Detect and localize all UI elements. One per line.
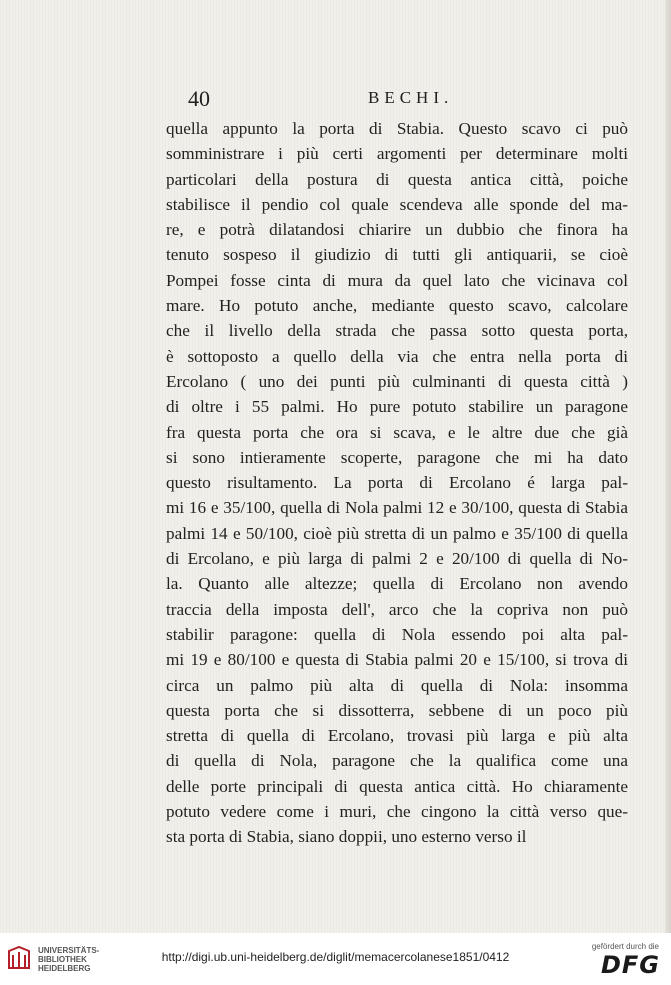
- library-name-line: HEIDELBERG: [38, 964, 91, 973]
- text-line: la. Quanto alle altezze; quella di Ercolano non avendo: [166, 574, 628, 594]
- text-line: si sono intieramente scoperte, paragone che mi ha dato: [166, 447, 628, 467]
- text-line: questo risultamento. La porta di Ercolano é larga pal-: [166, 473, 628, 493]
- text-line: fra questa porta che ora si scava, e le altre due che già: [166, 422, 628, 442]
- text-line: delle porte principali di questa antica città. Ho chiaramente: [166, 776, 628, 796]
- text-line: circa un palmo più alta di quella di Nola: insomma: [166, 675, 628, 695]
- text-line: quella appunto la porta di Stabia. Questo scavo ci può: [166, 119, 628, 138]
- page-edge: [665, 0, 671, 933]
- running-head: [0, 86, 671, 114]
- text-line: di oltre i 55 palmi. Ho pure potuto stabilire un paragone: [166, 397, 628, 417]
- library-name-line: UNIVERSITÄTS-: [38, 946, 100, 955]
- funder-label: gefördert durch die: [591, 942, 659, 951]
- text-line: mi 19 e 80/100 e questa di Stabia palmi 20 e 15/100, si trova di: [166, 650, 628, 670]
- permalink-url[interactable]: http://digi.ub.uni-heidelberg.de/diglit/memacercolanese1851/0412: [161, 950, 510, 964]
- text-line: questa porta che si dissotterra, sebbene di un poco più: [166, 700, 628, 720]
- text-line: tenuto sospeso il giudizio di tutti gli antiquarii, se cioè: [166, 245, 628, 265]
- text-line: stretta di quella di Ercolano, trovasi più larga e più alta: [166, 726, 628, 746]
- page-number: 40: [188, 86, 210, 111]
- body-text: [166, 116, 628, 850]
- text-line: mi 16 e 35/100, quella di Nola palmi 12 e 30/100, questa di Stabia: [166, 498, 628, 518]
- text-line: somministrare i più certi argomenti per determinare molti: [166, 144, 628, 164]
- text-line: Pompei fosse cinta di mura da quel lato che vicinava col: [166, 270, 628, 290]
- text-line: di Ercolano, e più larga di palmi 2 e 20/100 di quella di No-: [166, 549, 628, 569]
- text-line: traccia della imposta dell', arco che la copriva non può: [166, 599, 628, 619]
- text-line: stabilir paragone: quella di Nola essendo poi alta pal-: [166, 624, 628, 644]
- text-line: di quella di Nola, paragone che la qualifica come una: [166, 751, 628, 771]
- text-line: che il livello della strada che passa sotto questa porta,: [166, 321, 628, 341]
- viewer-footer: [0, 933, 671, 985]
- text-line: re, e potrà dilatandosi chiarire un dubbio che finora ha: [166, 220, 628, 240]
- text-line: mare. Ho potuto anche, mediante questo scavo, calcolare: [166, 296, 628, 316]
- text-line: stabilisce il pendio col quale scendeva alle sponde del ma-: [166, 194, 628, 214]
- running-title: BECHI.: [368, 88, 454, 107]
- text-line: Ercolano ( uno dei punti più culminanti di questa città ): [166, 371, 628, 391]
- text-line: potuto vedere come i muri, che cingono la città verso que-: [166, 802, 628, 822]
- text-line: particolari della postura di questa antica città, poiche: [166, 169, 628, 189]
- text-line: palmi 14 e 50/100, cioè più stretta di un palmo e 35/100 di quella: [166, 523, 628, 543]
- text-line: è sottoposto a quello della via che entra nella porta di: [166, 346, 628, 366]
- dfg-logo: DFG: [600, 951, 660, 979]
- library-name-line: BIBLIOTHEK: [38, 955, 87, 964]
- text-line: sta porta di Stabia, siano doppii, uno esterno verso il: [166, 827, 527, 847]
